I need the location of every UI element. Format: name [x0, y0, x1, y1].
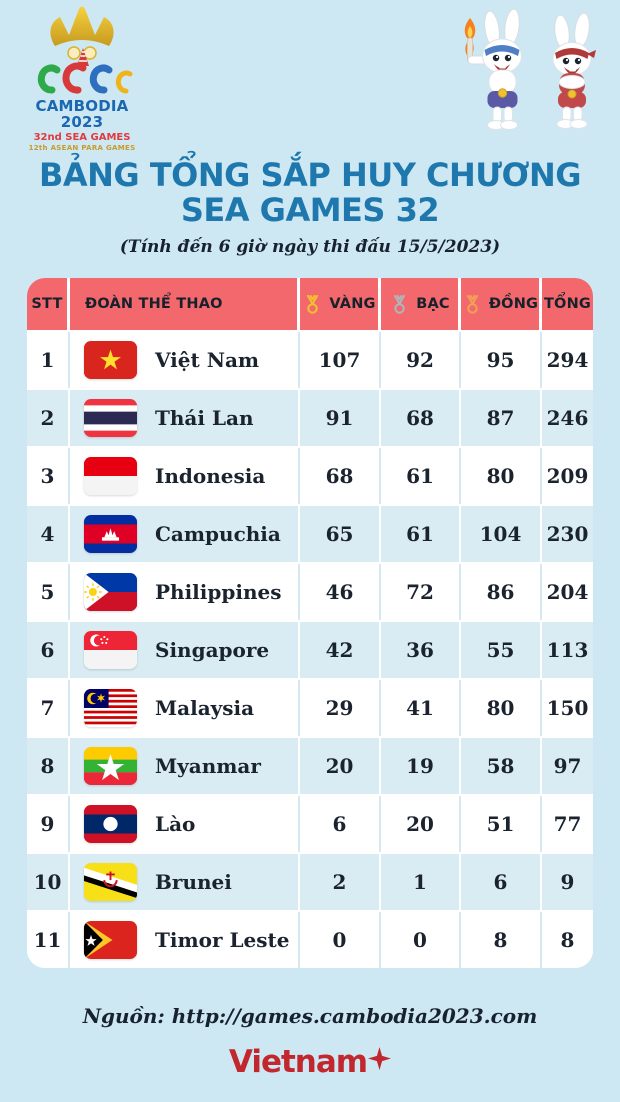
- table-row: [27, 852, 593, 910]
- bronze-cell: 6: [461, 854, 542, 910]
- table-row: [27, 446, 593, 504]
- bronze-cell: 80: [461, 448, 542, 504]
- gold-medal-icon: [302, 294, 323, 315]
- rank-cell: 5: [27, 564, 70, 620]
- table-row: [27, 794, 593, 852]
- table-header-row: [27, 278, 593, 330]
- source-text: Nguồn: http://games.cambodia2023.com: [82, 1004, 538, 1029]
- rank-cell: 8: [27, 738, 70, 794]
- silver-cell: 61: [381, 448, 461, 504]
- silver-cell: 20: [381, 796, 461, 852]
- total-cell: 209: [546, 464, 589, 489]
- gold-column-label: VÀNG: [329, 296, 376, 313]
- bronze-column-label: ĐỒNG: [488, 296, 539, 313]
- rank-cell: 10: [27, 854, 70, 910]
- gold-cell: 29: [300, 680, 381, 736]
- silver-cell: 19: [381, 738, 461, 794]
- page-title-line1: BẢNG TỔNG SẮP HUY CHƯƠNG: [38, 156, 582, 194]
- table-row: [27, 620, 593, 678]
- team-name: Malaysia: [155, 696, 255, 721]
- cambodia-2023-logo: [18, 6, 146, 152]
- table-row: [27, 678, 593, 736]
- col-header-bronze: [461, 278, 542, 330]
- sea-games-crown-icon: [27, 6, 137, 98]
- total-cell: 77: [553, 812, 582, 837]
- flag-myanmar: [83, 747, 138, 785]
- bronze-cell: 8: [461, 912, 542, 968]
- gold-cell: 65: [300, 506, 381, 562]
- total-cell: 230: [546, 522, 589, 547]
- team-name: Campuchia: [155, 522, 281, 547]
- total-cell: 97: [553, 754, 582, 779]
- team-name: Timor Leste: [155, 928, 290, 953]
- logo-text-32nd-sea-games: 32nd SEA GAMES: [33, 131, 131, 143]
- silver-cell: 72: [381, 564, 461, 620]
- team-cell: [70, 912, 300, 968]
- silver-cell: 92: [381, 332, 461, 388]
- flag-brunei: [83, 863, 138, 901]
- bronze-cell: 104: [461, 506, 542, 562]
- rank-cell: 1: [27, 332, 70, 388]
- logo-text-cambodia-2023: CAMBODIA 2023: [35, 97, 129, 131]
- rank-cell: 11: [27, 912, 70, 968]
- mascots-illustration: [458, 4, 614, 156]
- gold-cell: 42: [300, 622, 381, 678]
- rank-cell: 9: [27, 796, 70, 852]
- gold-cell: 2: [300, 854, 381, 910]
- vietnamplus-logo: [0, 1044, 620, 1080]
- bronze-cell: 86: [461, 564, 542, 620]
- total-cell: 113: [546, 638, 589, 663]
- flag-laos: [83, 805, 138, 843]
- page-title: [0, 158, 620, 228]
- team-name: Brunei: [155, 870, 232, 895]
- bronze-cell: 51: [461, 796, 542, 852]
- col-header-silver: [381, 278, 461, 330]
- gold-cell: 6: [300, 796, 381, 852]
- col-header-rank: STT: [27, 278, 70, 330]
- flag-cambodia: [83, 515, 138, 553]
- gold-cell: 107: [300, 332, 381, 388]
- silver-cell: 41: [381, 680, 461, 736]
- total-cell: 9: [560, 870, 575, 895]
- rank-cell: 3: [27, 448, 70, 504]
- gold-cell: 0: [300, 912, 381, 968]
- col-header-team: ĐOÀN THỂ THAO: [70, 278, 300, 330]
- bronze-cell: 58: [461, 738, 542, 794]
- table-row: [27, 736, 593, 794]
- team-name: Myanmar: [155, 754, 261, 779]
- vietnamplus-wordmark: Vietnam: [228, 1044, 368, 1081]
- team-cell: [70, 390, 300, 446]
- team-name: Singapore: [155, 638, 270, 663]
- team-cell: [70, 564, 300, 620]
- flag-vietnam: [83, 341, 138, 379]
- bronze-cell: 55: [461, 622, 542, 678]
- gold-cell: 20: [300, 738, 381, 794]
- table-row: [27, 330, 593, 388]
- rabbit-mascots-icon: [458, 4, 614, 152]
- silver-cell: 1: [381, 854, 461, 910]
- team-cell: [70, 332, 300, 388]
- team-name: Thái Lan: [155, 406, 254, 431]
- flag-indonesia: [83, 457, 138, 495]
- header-zone: [0, 0, 620, 156]
- flag-singapore: [83, 631, 138, 669]
- team-name: Philippines: [155, 580, 282, 605]
- rank-cell: 2: [27, 390, 70, 446]
- table-row: [27, 504, 593, 562]
- team-name: Lào: [155, 812, 196, 837]
- bronze-medal-icon: [462, 294, 483, 315]
- bronze-cell: 87: [461, 390, 542, 446]
- plus-star-icon: [368, 1047, 391, 1070]
- col-header-total: TỔNG: [543, 296, 592, 313]
- bronze-cell: 80: [461, 680, 542, 736]
- team-cell: [70, 738, 300, 794]
- logo-text-asean-para-games: 12th ASEAN PARA GAMES: [28, 144, 136, 152]
- total-cell: 246: [546, 406, 589, 431]
- flag-philippines: [83, 573, 138, 611]
- flag-thailand: [83, 399, 138, 437]
- rank-cell: 6: [27, 622, 70, 678]
- silver-cell: 0: [381, 912, 461, 968]
- gold-cell: 91: [300, 390, 381, 446]
- team-name: Indonesia: [155, 464, 266, 489]
- gold-cell: 46: [300, 564, 381, 620]
- page-title-line2: SEA GAMES 32: [180, 191, 440, 230]
- rank-cell: 4: [27, 506, 70, 562]
- flag-timorleste: [83, 921, 138, 959]
- total-cell: 204: [546, 580, 589, 605]
- table-row: [27, 562, 593, 620]
- col-header-gold: [300, 278, 381, 330]
- gold-cell: 68: [300, 448, 381, 504]
- team-cell: [70, 854, 300, 910]
- team-cell: [70, 622, 300, 678]
- table-body: [27, 330, 593, 968]
- silver-cell: 36: [381, 622, 461, 678]
- silver-medal-icon: [389, 294, 410, 315]
- total-cell: 294: [546, 348, 589, 373]
- silver-cell: 68: [381, 390, 461, 446]
- silver-cell: 61: [381, 506, 461, 562]
- total-cell: 8: [560, 928, 575, 953]
- team-cell: [70, 506, 300, 562]
- medal-table: [27, 278, 593, 968]
- team-cell: [70, 680, 300, 736]
- bronze-cell: 95: [461, 332, 542, 388]
- team-cell: [70, 796, 300, 852]
- table-row: [27, 910, 593, 968]
- table-row: [27, 388, 593, 446]
- total-cell: 150: [546, 696, 589, 721]
- page-subtitle: (Tính đến 6 giờ ngày thi đấu 15/5/2023): [119, 237, 501, 258]
- rank-cell: 7: [27, 680, 70, 736]
- team-name: Việt Nam: [155, 348, 260, 373]
- flag-malaysia: [83, 689, 138, 727]
- team-cell: [70, 448, 300, 504]
- silver-column-label: BẠC: [416, 296, 450, 313]
